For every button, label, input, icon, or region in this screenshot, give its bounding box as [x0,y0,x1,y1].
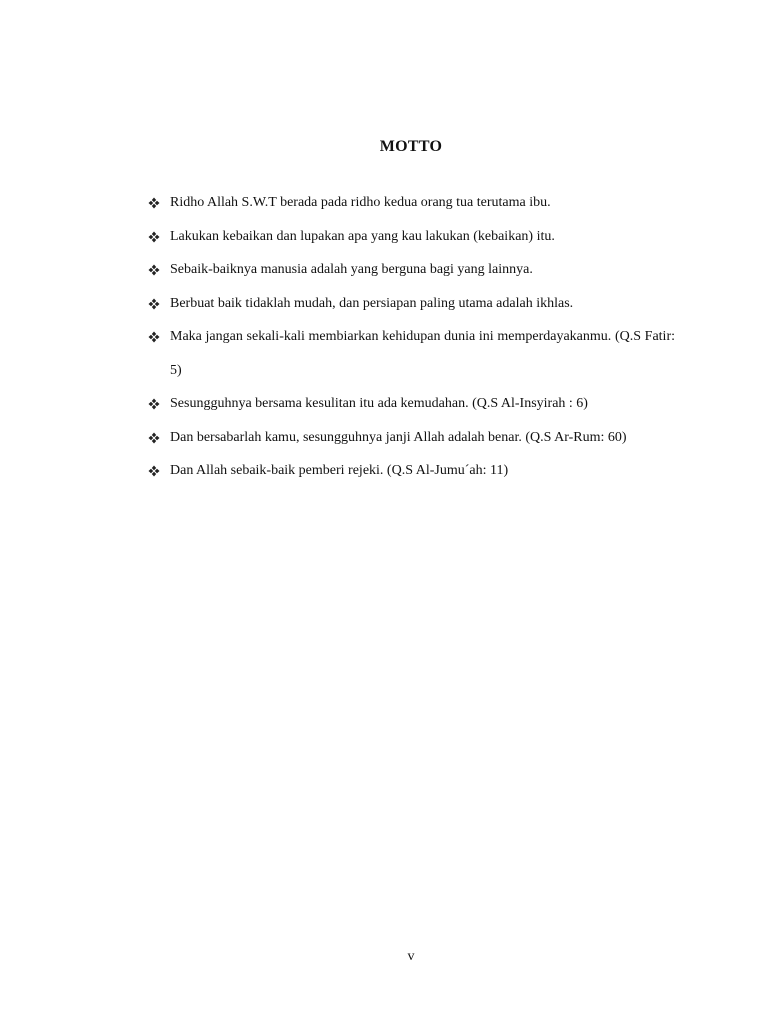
four-diamond-bullet-icon [148,432,160,444]
motto-item-7 [148,421,675,455]
motto-item-6 [148,387,675,421]
motto-text: Lakukan kebaikan dan lupakan apa yang kau lakukan (kebaikan) itu. [170,228,555,244]
motto-item-4 [148,287,675,321]
four-diamond-bullet-icon [148,331,160,343]
four-diamond-bullet-icon [148,231,160,243]
motto-text: Sebaik-baiknya manusia adalah yang berguna bagi yang lainnya. [170,262,533,277]
motto-text: Dan Allah sebaik-baik pemberi rejeki. (Q.S Al-Jumu´ah: 11) [170,463,509,478]
page-number: v [407,949,415,964]
four-diamond-bullet-icon [148,398,160,410]
motto-list [148,186,675,488]
motto-text: Maka jangan sekali-kali membiarkan kehidupan dunia ini memperdayakanmu. (Q.S Fatir: 5) [170,329,675,378]
motto-item-2 [148,220,675,254]
page-title: MOTTO [379,138,443,155]
motto-text: Sesungguhnya bersama kesulitan itu ada kemudahan. (Q.S Al-Insyirah : 6) [170,396,588,411]
motto-text: Berbuat baik tidaklah mudah, dan persiapan paling utama adalah ikhlas. [170,295,574,311]
motto-item-5 [148,320,675,387]
four-diamond-bullet-icon [148,197,160,209]
four-diamond-bullet-icon [148,465,160,477]
motto-text: Dan bersabarlah kamu, sesungguhnya janji Allah adalah benar. (Q.S Ar-Rum: 60) [170,429,627,445]
four-diamond-bullet-icon [148,298,160,310]
motto-text: Ridho Allah S.W.T berada pada ridho kedua orang tua terutama ibu. [170,195,551,210]
four-diamond-bullet-icon [148,264,160,276]
motto-item-3 [148,253,675,287]
motto-item-8 [148,454,675,488]
motto-item-1 [148,186,675,220]
